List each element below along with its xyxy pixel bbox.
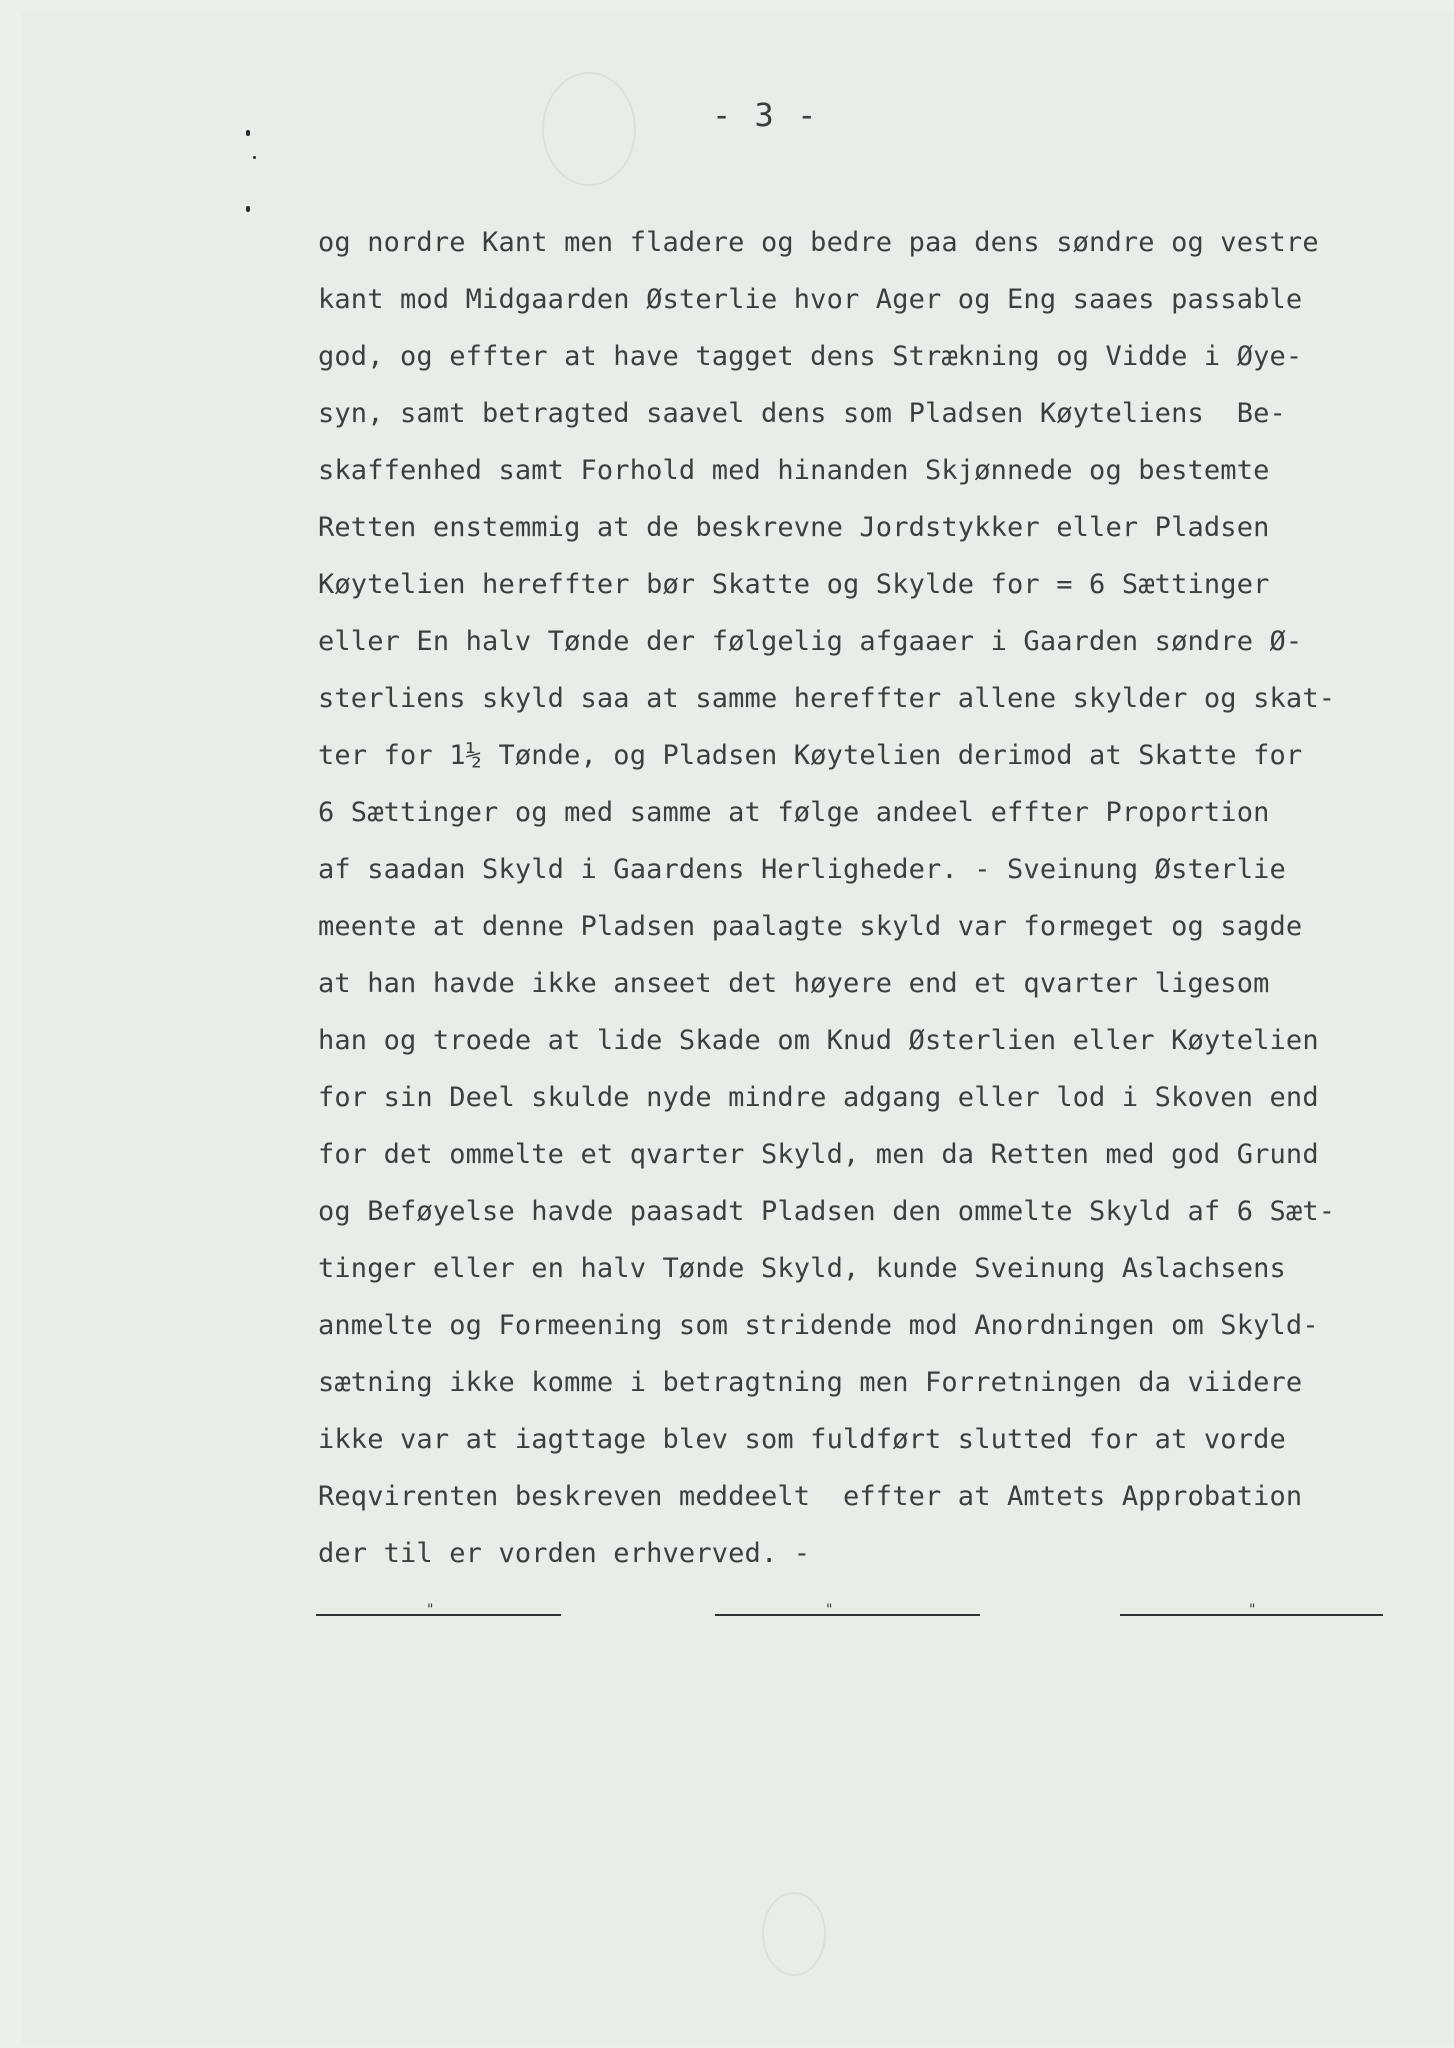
signature-line xyxy=(1120,1602,1383,1618)
text-line: anmelte og Formeening som stridende mod Anordningen om Skyld- xyxy=(318,1310,1319,1341)
text-line: Reqvirenten beskreven meddeelt effter at Amtets Approbation xyxy=(318,1481,1303,1512)
text-line: for det ommelte et qvarter Skyld, men da Retten med god Grund xyxy=(318,1139,1319,1170)
text-line: der til er vorden erhverved. - xyxy=(318,1538,811,1569)
text-line: Retten enstemmig at de beskrevne Jordstykker eller Pladsen xyxy=(318,512,1270,543)
signature-line xyxy=(316,1602,561,1618)
text-line: Køytelien hereffter bør Skatte og Skylde for = 6 Sættinger xyxy=(318,569,1270,600)
text-line: sætning ikke komme i betragtning men Forretningen da viidere xyxy=(318,1367,1303,1398)
page-number: - 3 - xyxy=(712,96,819,134)
signature-line xyxy=(715,1602,980,1618)
text-line: og Beføyelse havde paasadt Pladsen den ommelte Skyld af 6 Sæt- xyxy=(318,1196,1336,1227)
text-line: sterliens skyld saa at samme hereffter allene skylder og skat- xyxy=(318,683,1336,714)
margin-mark xyxy=(246,206,250,212)
text-line: og nordre Kant men fladere og bedre paa dens søndre og vestre xyxy=(318,227,1319,258)
text-line: tinger eller en halv Tønde Skyld, kunde Sveinung Aslachsens xyxy=(318,1253,1286,1284)
text-line: han og troede at lide Skade om Knud Østerlien eller Køytelien xyxy=(318,1025,1319,1056)
text-line: eller En halv Tønde der følgelig afgaaer i Gaarden søndre Ø- xyxy=(318,626,1303,657)
ditto-mark: " xyxy=(1248,1602,1257,1618)
text-line: at han havde ikke anseet det høyere end et qvarter ligesom xyxy=(318,968,1270,999)
margin-mark xyxy=(253,156,256,159)
margin-mark xyxy=(246,130,250,136)
text-line: for sin Deel skulde nyde mindre adgang eller lod i Skoven end xyxy=(318,1082,1319,1113)
body-text xyxy=(318,214,1398,1582)
text-line: af saadan Skyld i Gaardens Herligheder. - Sveinung Østerlie xyxy=(318,854,1286,885)
text-line: god, og effter at have tagget dens Strækning og Vidde i Øye- xyxy=(318,341,1303,372)
text-line: meente at denne Pladsen paalagte skyld var formeget og sagde xyxy=(318,911,1303,942)
text-line: 6 Sættinger og med samme at følge andeel effter Proportion xyxy=(318,797,1270,828)
text-line: ikke var at iagttage blev som fuldført slutted for at vorde xyxy=(318,1424,1286,1455)
text-line: kant mod Midgaarden Østerlie hvor Ager og Eng saaes passable xyxy=(318,284,1303,315)
ditto-mark: " xyxy=(825,1602,834,1618)
text-line: skaffenhed samt Forhold med hinanden Skjønnede og bestemte xyxy=(318,455,1270,486)
bleed-through-stamp xyxy=(542,72,636,186)
text-line: ter for 1½ Tønde, og Pladsen Køytelien derimod at Skatte for xyxy=(318,740,1303,771)
bleed-through-stamp-lower xyxy=(762,1892,826,1976)
text-line: syn, samt betragted saavel dens som Pladsen Køyteliens Be- xyxy=(318,398,1286,429)
ditto-mark: " xyxy=(426,1602,435,1618)
